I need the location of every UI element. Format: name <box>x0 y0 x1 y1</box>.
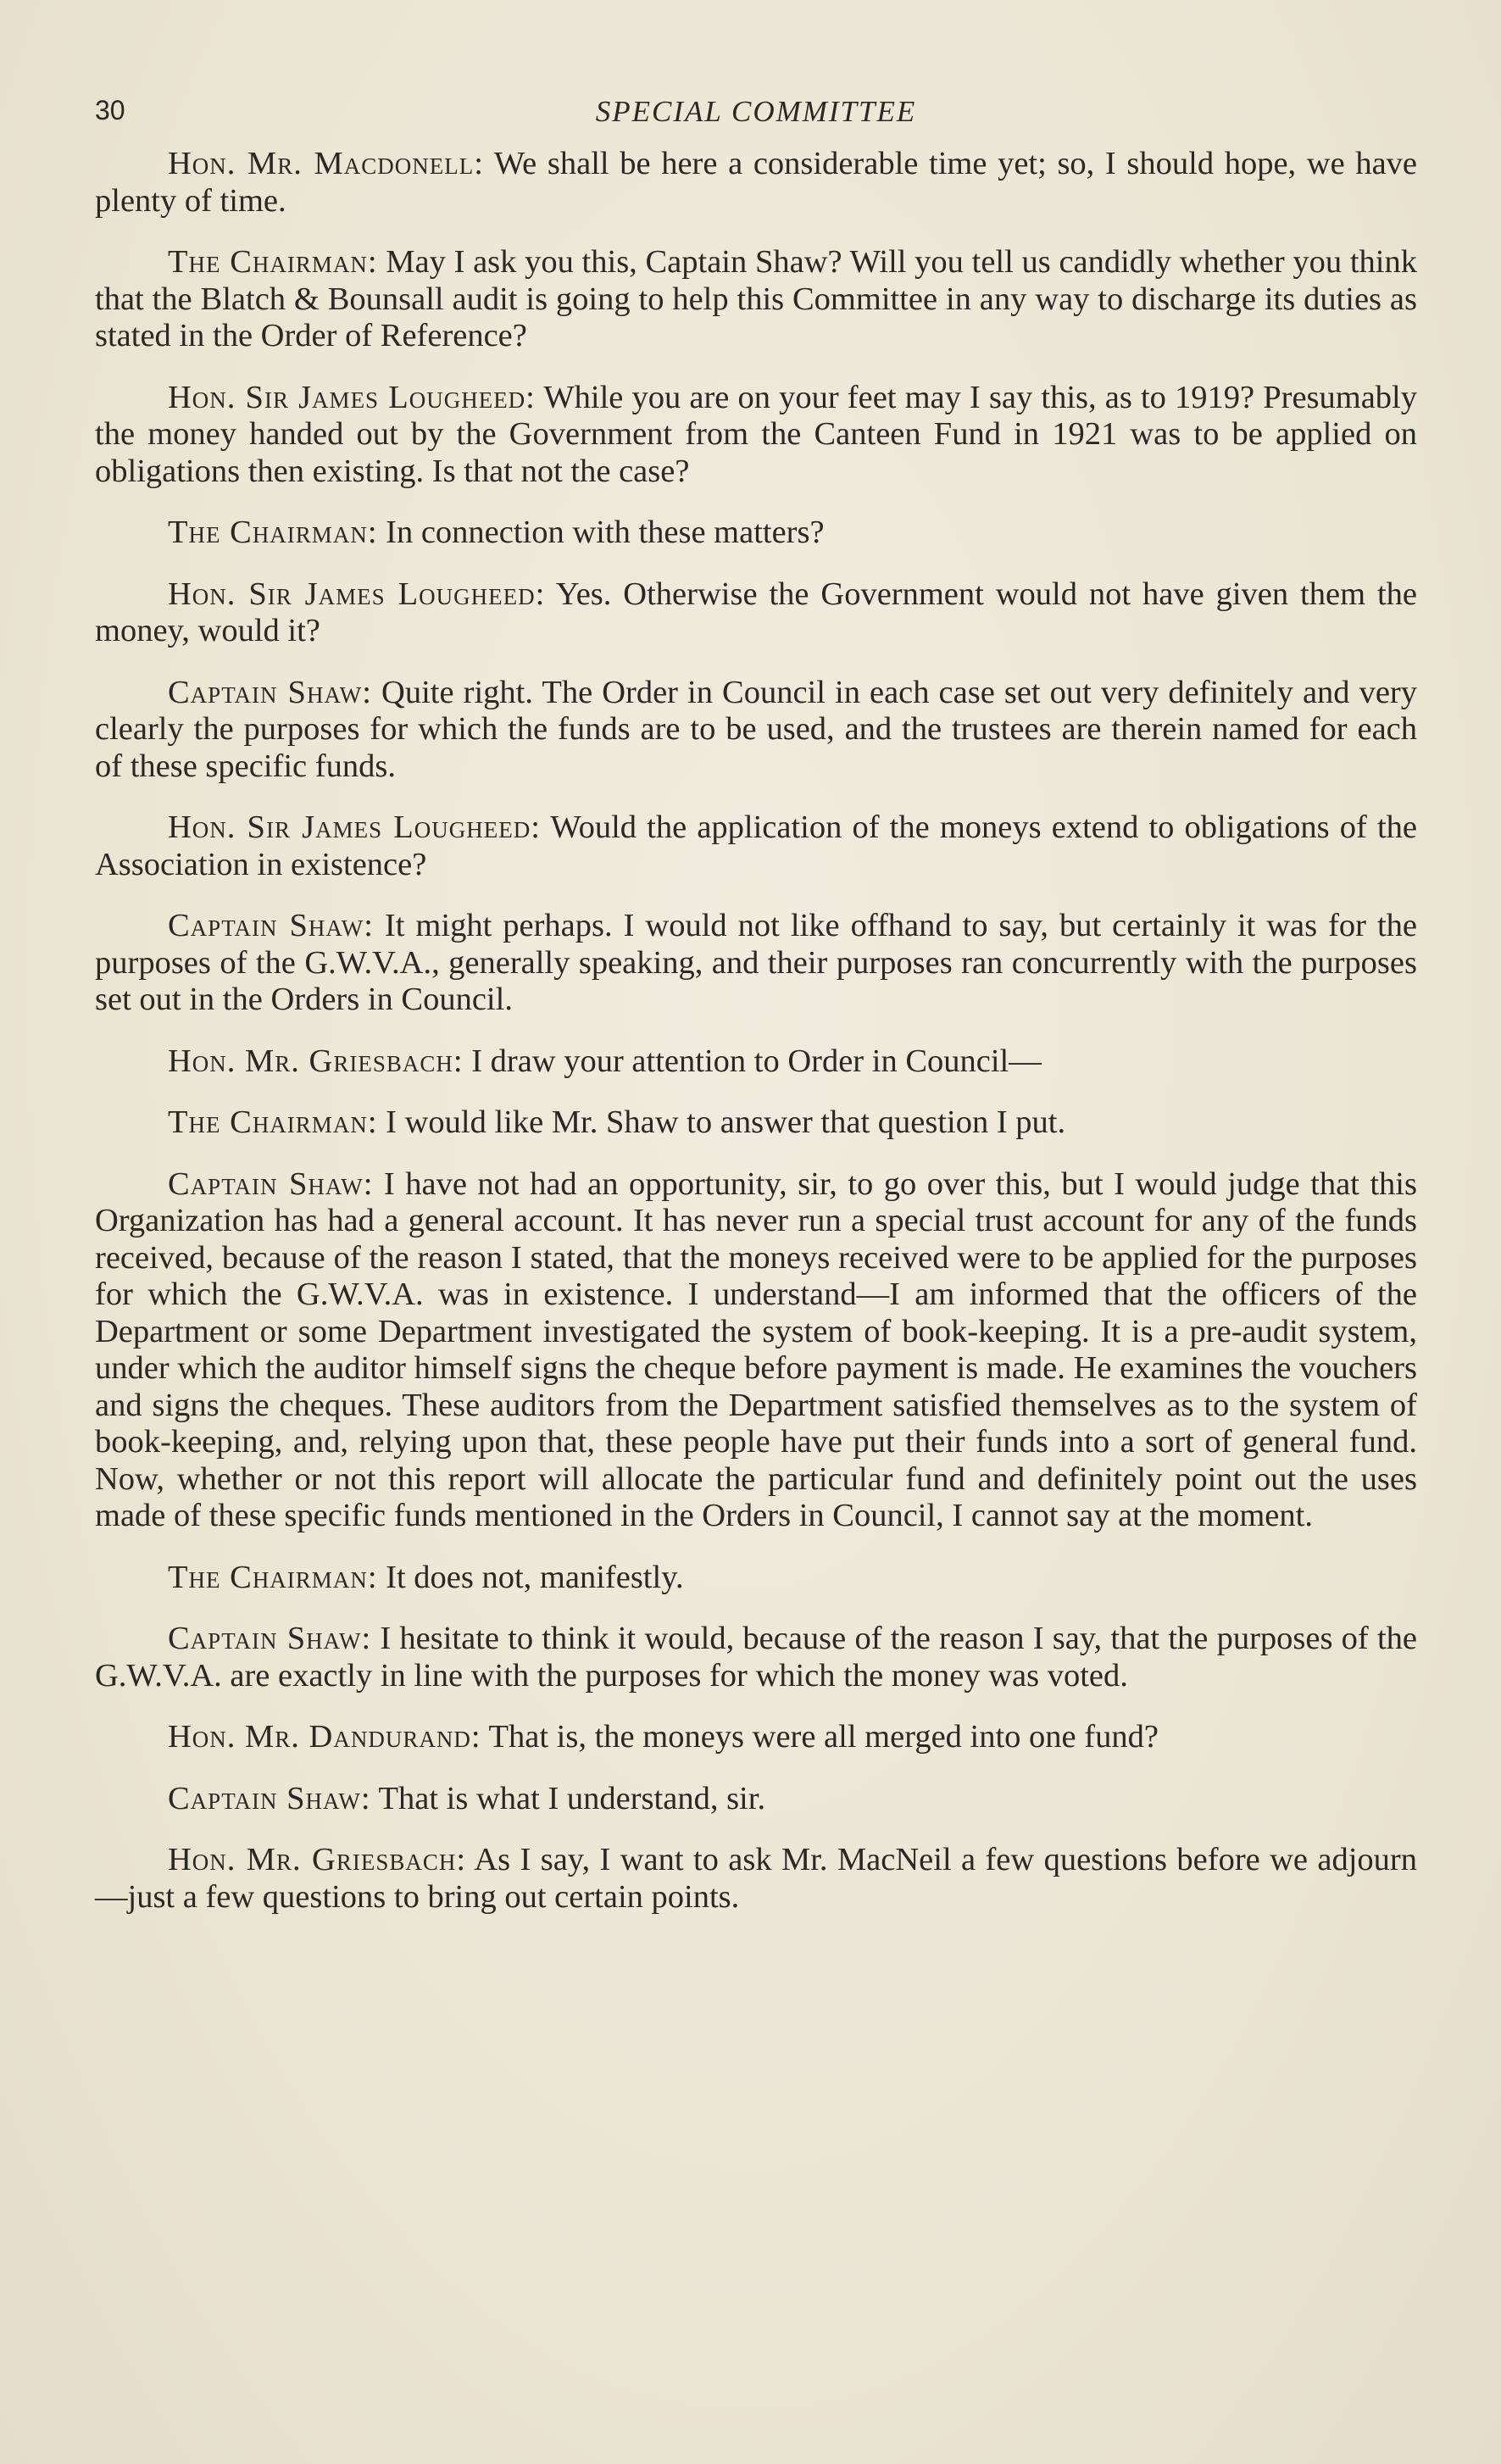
speaker-name: Captain Shaw: <box>168 1165 374 1202</box>
paragraph <box>95 380 1417 491</box>
paragraph-text: That is, the moneys were all merged into one fund? <box>481 1719 1159 1755</box>
page-content <box>95 95 1417 1940</box>
paragraph-text: Yes. Otherwise the Government would not have given them the money, would it? <box>95 576 1417 648</box>
paragraph-text: That is what I understand, sir. <box>370 1780 766 1816</box>
running-title: SPECIAL COMMITTEE <box>595 95 917 128</box>
paragraph-text: Would the application of the moneys extend to obligations of the Association in existence? <box>95 809 1418 882</box>
paragraph <box>95 244 1417 355</box>
paragraph-text: We shall be here a considerable time yet; so, I should hope, we have plenty of time. <box>95 146 1418 219</box>
paragraph <box>95 1842 1417 1916</box>
speaker-name: The Chairman: <box>168 244 378 280</box>
speaker-name: Hon. Sir James Lougheed: <box>168 379 536 415</box>
speaker-name: Hon. Sir James Lougheed: <box>168 576 546 612</box>
speaker-name: Captain Shaw: <box>168 908 374 943</box>
paragraph <box>95 576 1417 650</box>
paragraph <box>95 1166 1417 1535</box>
paragraph <box>95 514 1417 552</box>
paragraph-text: It might perhaps. I would not like offhand to say, but certainly it was for the purposes of the G.W.V.A., generally speaking, and their purposes ran concurrently with the purposes set out in the Orders in Council. <box>95 908 1417 1017</box>
paragraph <box>95 1621 1417 1694</box>
speaker-name: Hon. Mr. Dandurand: <box>168 1719 481 1755</box>
paragraph <box>95 675 1417 786</box>
paragraph <box>95 1719 1417 1756</box>
paragraph <box>95 1781 1417 1818</box>
speaker-name: Hon. Mr. Macdonell: <box>168 146 484 181</box>
speaker-name: Captain Shaw: <box>168 1780 371 1816</box>
running-head <box>95 95 1417 146</box>
speaker-name: The Chairman: <box>168 1559 378 1595</box>
speaker-name: The Chairman: <box>168 514 378 550</box>
speaker-name: Hon. Sir James Lougheed: <box>168 809 541 845</box>
paragraph-text: I have not had an opportunity, sir, to go over this, but I would judge that this Organization has had a general account. It has never run a special trust account for any of the funds received, because of the reason I stated, that the moneys received were to be applied for the purposes for which the G.W.V.A. was in existence. I understand—I am informed that the officers of the Department or some Department investigated the system of book-keeping. It is a pre-audit system, under which the auditor himself signs the cheque before payment is made. He examines the vouchers and signs the cheques. These auditors from the Department satisfied themselves as to the system of book-keeping, and, relying upon that, these people have put their funds into a sort of general fund. Now, whether or not this report will allocate the particular fund and definitely point out the uses made of these specific funds mentioned in the Orders in Council, I cannot say at the moment. <box>95 1165 1417 1533</box>
paragraph-text: Quite right. The Order in Council in each case set out very definitely and very clearly the purposes for which the funds are to be used, and the trustees are therein named for each of these specific funds. <box>95 674 1417 784</box>
speaker-name: Hon. Mr. Griesbach: <box>168 1842 467 1877</box>
page-number: 30 <box>95 95 125 125</box>
paragraph <box>95 146 1417 220</box>
speaker-name: Hon. Mr. Griesbach: <box>168 1043 464 1079</box>
paragraph <box>95 1043 1417 1081</box>
paragraph-text: While you are on your feet may I say this, as to 1919? Presumably the money handed out by the Government from the Canteen Fund in 1921 was to be applied on obligations then existing. Is that not the case? <box>95 379 1418 489</box>
speaker-name: The Chairman: <box>168 1104 378 1140</box>
paragraph-text: It does not, manifestly. <box>377 1559 684 1595</box>
paragraph-text: As I say, I want to ask Mr. MacNeil a few questions before we adjourn—just a few questions to bring out certain points. <box>95 1842 1417 1915</box>
paragraph-text: In connection with these matters? <box>377 514 825 550</box>
paragraph <box>95 1560 1417 1597</box>
paragraph <box>95 908 1417 1019</box>
paragraph <box>95 1104 1417 1142</box>
paragraph <box>95 809 1417 883</box>
speaker-name: Captain Shaw: <box>168 674 372 710</box>
paragraph-text: I draw your attention to Order in Council— <box>463 1043 1042 1079</box>
paragraph-text: I would like Mr. Shaw to answer that question I put. <box>377 1104 1066 1140</box>
paragraph-text: I hesitate to think it would, because of the reason I say, that the purposes of the G.W.V.A. are exactly in line with the purposes for which the money was voted. <box>95 1621 1417 1694</box>
paragraph-text: May I ask you this, Captain Shaw? Will you tell us candidly whether you think that the Blatch & Bounsall audit is going to help this Committee in any way to discharge its duties as stated in the Order of Reference? <box>95 244 1417 353</box>
speaker-name: Captain Shaw: <box>168 1621 372 1656</box>
